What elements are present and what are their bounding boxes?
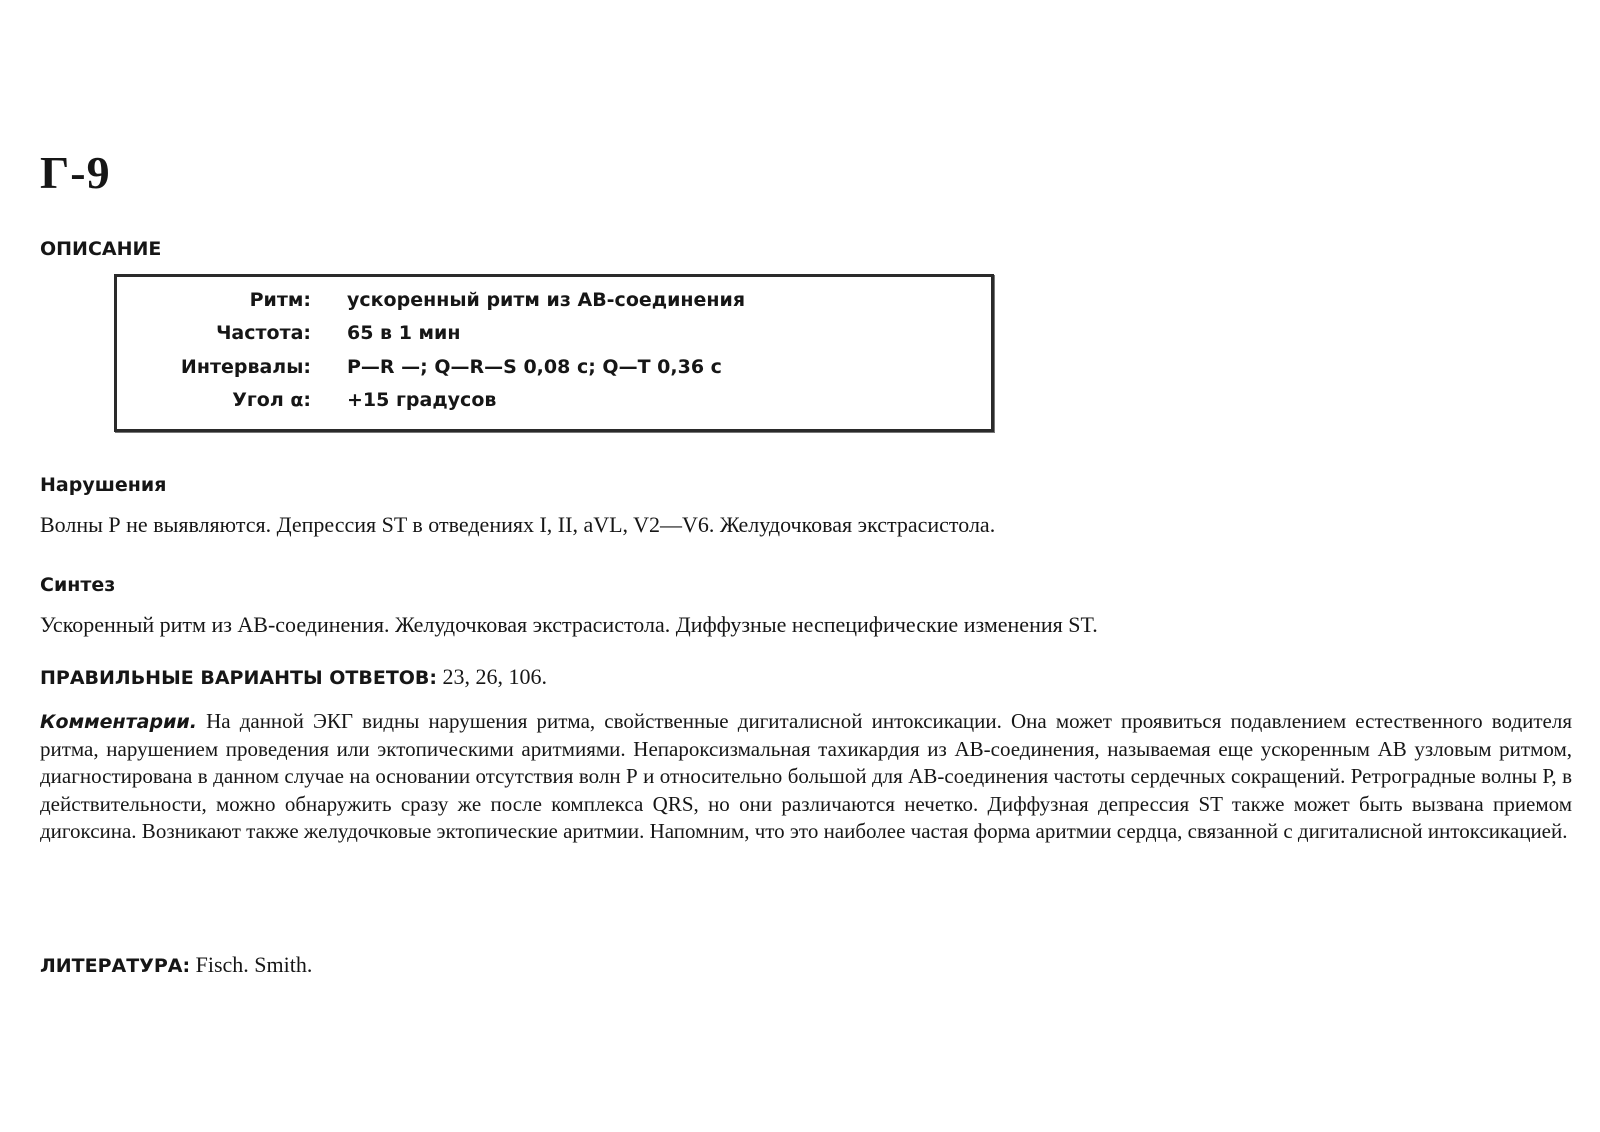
description-row-label: Ритм:: [249, 289, 311, 311]
literature: [40, 952, 312, 978]
comments-text: На данной ЭКГ видны нарушения ритма, свойственные дигиталисной интоксикации. Она может проявиться подавлением естественного водителя ритма, нарушением проведения или эктопическими аритмиями. Непароксизмальная тахикардия из АВ-соединения, называемая еще ускоренным АВ узловым ритмом, диагностирована в данном случае на основании отсутствия волн Р и относительно большой для АВ-соединения частоты сердечных сокращений. Ретроградные волны Р, в действительности, можно обнаружить сразу же после комплекса QRS, но они различаются нечетко. Диффузная депрессия ST также может быть вызвана приемом дигоксина. Возникают также желудочковые эктопические аритмии. Напомним, что это наиболее частая форма аритмии сердца, связанной с дигиталисной интоксикацией.: [40, 709, 1573, 843]
description-row-label: Интервалы:: [180, 356, 311, 378]
description-row-value: P—R —; Q—R—S 0,08 с; Q—T 0,36 с: [347, 356, 722, 378]
description-row-axis: [117, 389, 991, 421]
description-heading: ОПИСАНИЕ: [40, 238, 162, 260]
comments-paragraph: [40, 708, 1572, 845]
description-row-label: Частота:: [216, 322, 311, 344]
violations-text: Волны Р не выявляются. Депрессия ST в отведениях I, II, aVL, V2—V6. Желудочковая экстрасистола.: [40, 512, 996, 537]
correct-answers: [40, 664, 547, 690]
description-row-intervals: [117, 356, 991, 388]
literature-label: ЛИТЕРАТУРА:: [40, 955, 191, 977]
synthesis-heading: Синтез: [40, 574, 116, 596]
description-row-value: 65 в 1 мин: [347, 322, 461, 344]
correct-answers-value: 23, 26, 106.: [442, 664, 548, 689]
violations-heading: Нарушения: [40, 474, 167, 496]
literature-value: Fisch. Smith.: [195, 952, 313, 977]
case-title: Г-9: [40, 147, 111, 198]
description-row-rate: [117, 322, 991, 354]
description-row-label: Угол α:: [232, 389, 311, 411]
comments-label: Комментарии.: [40, 711, 197, 733]
description-row-value: ускоренный ритм из АВ-соединения: [347, 289, 746, 311]
description-row-value: +15 градусов: [347, 389, 497, 411]
synthesis-text: Ускоренный ритм из АВ-соединения. Желудочковая экстрасистола. Диффузные неспецифические изменения ST.: [40, 612, 1098, 637]
description-box: [114, 274, 994, 432]
description-row-rhythm: [117, 289, 991, 321]
correct-answers-label: ПРАВИЛЬНЫЕ ВАРИАНТЫ ОТВЕТОВ:: [40, 667, 438, 689]
